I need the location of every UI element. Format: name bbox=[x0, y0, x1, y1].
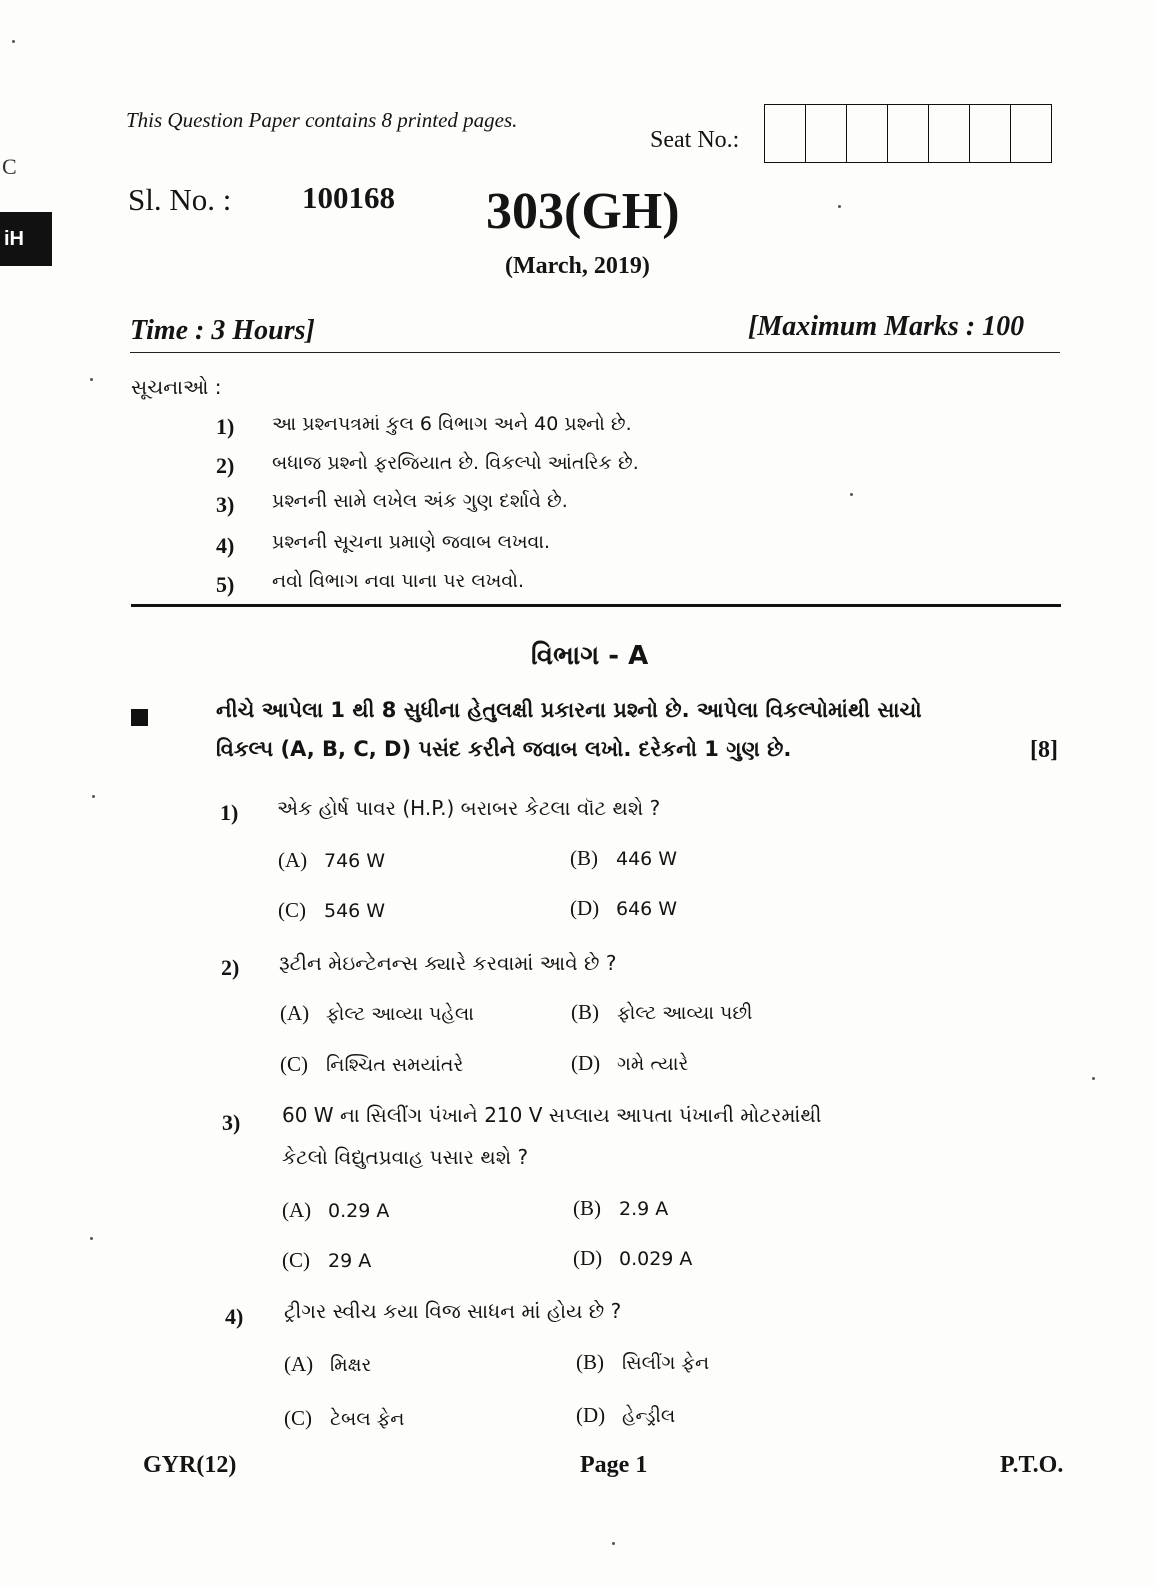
scan-speck bbox=[850, 493, 853, 496]
option-label: (B) bbox=[570, 846, 598, 870]
option-label: (D) bbox=[576, 1403, 606, 1427]
option-value: હેન્ડ્રીલ bbox=[622, 1405, 676, 1427]
question-number: 2) bbox=[221, 955, 240, 980]
seat-number-label: Seat No.: bbox=[650, 127, 740, 153]
paper-code: 303(GH) bbox=[486, 183, 680, 240]
side-margin-mark: C bbox=[2, 154, 17, 179]
option-value: ફોલ્ટ આવ્યા પછી bbox=[617, 1002, 753, 1024]
option-label: (B) bbox=[576, 1350, 604, 1374]
option-value: ફોલ્ટ આવ્યા પહેલા bbox=[326, 1003, 474, 1025]
option-a bbox=[278, 848, 385, 873]
seat-box bbox=[929, 105, 970, 162]
instruction-number: 2) bbox=[216, 453, 235, 478]
option-d bbox=[571, 1051, 688, 1076]
option-value: 646 W bbox=[616, 898, 678, 920]
option-a bbox=[280, 1001, 474, 1026]
question-text: 60 W ના સિલીંગ પંખાને 210 V સપ્લાય આપતા પંખાની મોટરમાંથી bbox=[282, 1103, 822, 1127]
instruction-text: આ પ્રશ્નપત્રમાં કુલ 6 વિભાગ અને 40 પ્રશ્નો છે. bbox=[272, 413, 632, 435]
serial-number-label: Sl. No. : bbox=[128, 182, 232, 217]
seat-box bbox=[847, 105, 888, 162]
option-d bbox=[573, 1246, 692, 1271]
option-b bbox=[570, 846, 677, 871]
option-value: 446 W bbox=[616, 848, 678, 870]
option-value: ટેબલ ફેન bbox=[330, 1408, 405, 1430]
time-allowed: Time : 3 Hours] bbox=[130, 315, 315, 346]
instruction-text: પ્રશ્નની સૂચના પ્રમાણે જવાબ લખવા. bbox=[272, 531, 551, 553]
option-value: 0.29 A bbox=[328, 1200, 390, 1222]
seat-number-boxes bbox=[764, 104, 1052, 163]
pages-note: This Question Paper contains 8 printed pages. bbox=[126, 108, 518, 132]
option-label: (D) bbox=[571, 1051, 601, 1075]
option-label: (D) bbox=[570, 896, 600, 920]
instructions-divider bbox=[131, 604, 1061, 607]
page-number: Page 1 bbox=[580, 1452, 648, 1478]
option-value: નિશ્ચિત સમયાંતરે bbox=[326, 1054, 464, 1076]
maximum-marks: [Maximum Marks : 100 bbox=[748, 311, 1025, 342]
scan-speck bbox=[612, 1542, 615, 1545]
question-text: એક હોર્ષ પાવર (H.P.) બરાબર કેટલા વૉટ થશે ? bbox=[277, 796, 661, 820]
option-label: (C) bbox=[284, 1406, 312, 1430]
seat-box bbox=[888, 105, 929, 162]
option-b bbox=[571, 1000, 752, 1025]
instruction-number: 1) bbox=[216, 414, 235, 439]
question-number: 1) bbox=[220, 800, 239, 825]
option-label: (D) bbox=[573, 1246, 603, 1270]
seat-box bbox=[806, 105, 847, 162]
instruction-number: 5) bbox=[216, 572, 235, 597]
seat-box bbox=[1011, 105, 1051, 162]
serial-number-value: 100168 bbox=[302, 180, 395, 215]
section-intro-line: નીચે આપેલા 1 થી 8 સુધીના હેતુલક્ષી પ્રકારના પ્રશ્નો છે. આપેલા વિકલ્પોમાંથી સાચો bbox=[216, 698, 922, 722]
instruction-number: 3) bbox=[216, 492, 235, 517]
scan-speck bbox=[90, 1237, 93, 1240]
option-value: 29 A bbox=[328, 1250, 372, 1272]
option-a bbox=[284, 1352, 371, 1377]
option-c bbox=[278, 898, 385, 923]
option-value: સિલીંગ ફેન bbox=[622, 1352, 710, 1374]
option-label: (C) bbox=[278, 898, 306, 922]
scan-speck bbox=[90, 378, 93, 381]
square-bullet-icon bbox=[131, 709, 148, 726]
exam-date: (March, 2019) bbox=[505, 253, 650, 279]
option-c bbox=[280, 1052, 463, 1077]
instructions-heading: સૂચનાઓ : bbox=[131, 375, 222, 399]
option-value: 2.9 A bbox=[619, 1198, 669, 1220]
option-b bbox=[576, 1350, 709, 1375]
option-label: (B) bbox=[571, 1000, 599, 1024]
option-c bbox=[282, 1248, 371, 1273]
instruction-text: પ્રશ્નની સામે લખેલ અંક ગુણ દર્શાવે છે. bbox=[272, 490, 568, 512]
option-value: ગમે ત્યારે bbox=[617, 1053, 689, 1075]
please-turn-over: P.T.O. bbox=[1000, 1452, 1064, 1478]
option-label: (C) bbox=[282, 1248, 310, 1272]
option-label: (A) bbox=[284, 1352, 314, 1376]
option-d bbox=[576, 1403, 675, 1428]
instruction-text: નવો વિભાગ નવા પાના પર લખવો. bbox=[272, 570, 525, 592]
option-label: (A) bbox=[278, 848, 308, 872]
seat-box bbox=[765, 105, 806, 162]
footer-code: GYR(12) bbox=[143, 1452, 237, 1478]
section-intro-line: વિકલ્પ (A, B, C, D) પસંદ કરીને જવાબ લખો. દરેકનો 1 ગુણ છે. bbox=[216, 737, 792, 761]
seat-box bbox=[970, 105, 1011, 162]
header-divider bbox=[130, 352, 1060, 353]
question-text: ટ્રીગર સ્વીચ કયા વિજ સાધન માં હોય છે ? bbox=[284, 1299, 622, 1323]
option-c bbox=[284, 1406, 404, 1431]
scan-speck bbox=[838, 205, 841, 208]
option-a bbox=[282, 1198, 389, 1223]
option-label: (C) bbox=[280, 1052, 308, 1076]
option-value: 746 W bbox=[324, 850, 386, 872]
option-label: (A) bbox=[280, 1001, 310, 1025]
instruction-number: 4) bbox=[216, 533, 235, 558]
section-marks: [8] bbox=[1030, 737, 1058, 763]
side-tab-label: iH bbox=[0, 212, 52, 266]
question-text: કેટલો વિદ્યુતપ્રવાહ પસાર થશે ? bbox=[282, 1145, 529, 1169]
scan-speck bbox=[92, 795, 95, 798]
question-text: રૂટીન મેઇન્ટેનન્સ ક્યારે કરવામાં આવે છે ? bbox=[279, 951, 617, 975]
option-label: (B) bbox=[573, 1196, 601, 1220]
option-value: 0.029 A bbox=[619, 1248, 693, 1270]
option-label: (A) bbox=[282, 1198, 312, 1222]
option-d bbox=[570, 896, 677, 921]
question-number: 4) bbox=[225, 1304, 244, 1329]
scan-speck bbox=[1092, 1077, 1095, 1080]
scan-speck bbox=[12, 40, 15, 43]
option-b bbox=[573, 1196, 668, 1221]
instruction-text: બધાજ પ્રશ્નો ફરજિયાત છે. વિકલ્પો આંતરિક છે. bbox=[272, 452, 639, 474]
option-value: 546 W bbox=[324, 900, 386, 922]
section-title: વિભાગ - A bbox=[531, 641, 649, 671]
question-number: 3) bbox=[222, 1110, 241, 1135]
option-value: મિક્ષર bbox=[330, 1354, 372, 1376]
